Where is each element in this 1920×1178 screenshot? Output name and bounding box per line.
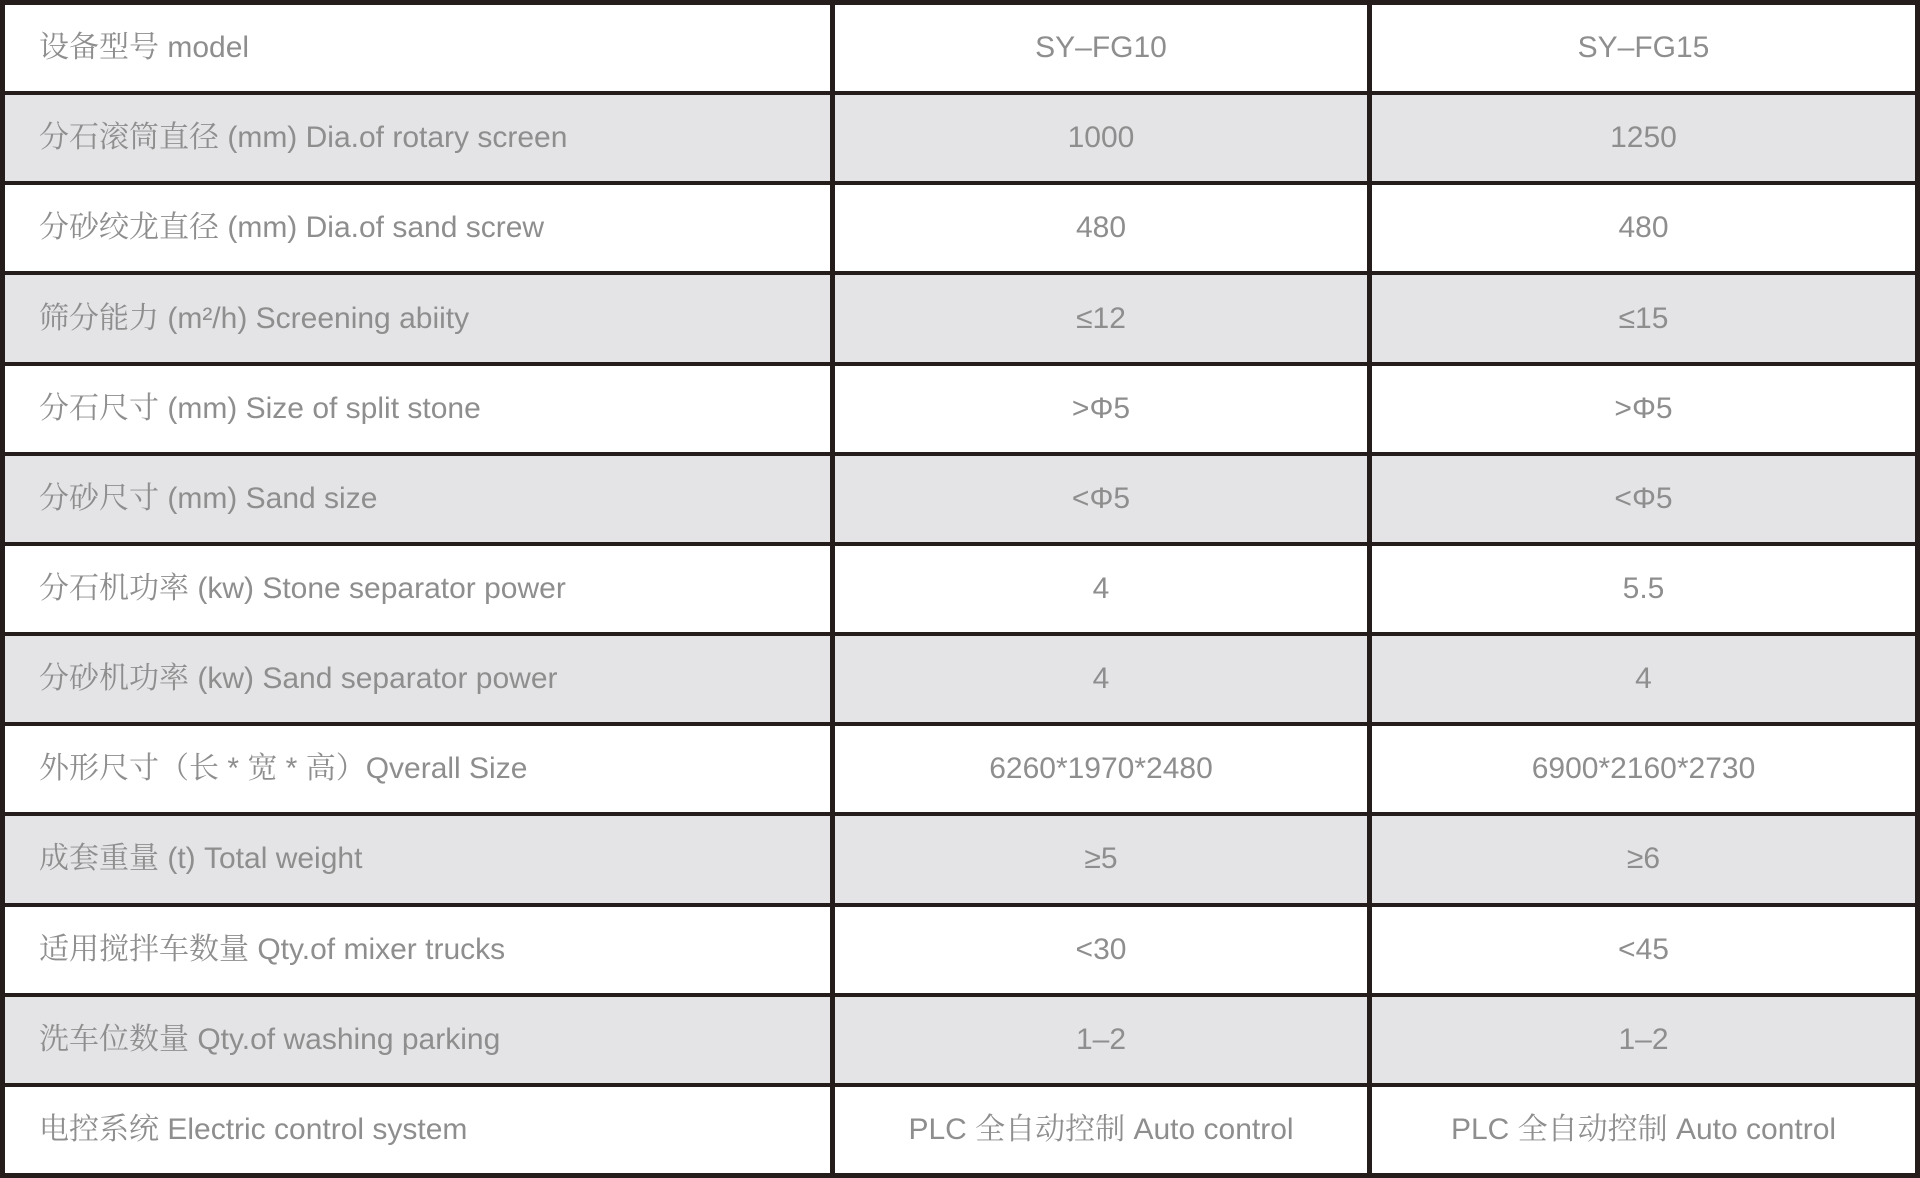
table-row [5,546,1915,636]
spec-value-cell-fg15: ≤15 [1618,301,1669,335]
spec-value-cell-fg10: 6260*1970*2480 [835,726,1372,812]
table-row [5,636,1915,726]
spec-value-cell-fg15: >Φ5 [1614,391,1673,425]
spec-value-cell-fg15: 480 [1618,211,1669,245]
spec-value-cell-fg10: 4 [835,546,1372,632]
spec-value-cell-fg10: 4 [835,636,1372,722]
spec-value-cell-fg15: ≥6 [1626,842,1661,876]
table-row [5,95,1915,185]
spec-label-cell: 分石尺寸 (mm) Size of split stone [5,366,835,452]
spec-label-cell: 成套重量 (t) Total weight [5,816,835,902]
spec-value-cell-fg15: 1250 [1610,121,1677,155]
spec-value-cell-fg10: <Φ5 [835,456,1372,542]
table-row [5,997,1915,1087]
spec-value-cell-fg10: ≤12 [835,275,1372,361]
spec-value-cell-fg15: PLC 全自动控制 Auto control [1450,1112,1837,1146]
spec-value-cell-fg10: PLC 全自动控制 Auto control [835,1087,1372,1173]
spec-label-cell: 分砂尺寸 (mm) Sand size [5,456,835,542]
table-row [5,726,1915,816]
spec-value-cell-fg10: 480 [835,185,1372,271]
spec-value-cell-fg10: >Φ5 [835,366,1372,452]
table-row [5,816,1915,906]
spec-label-cell: 分石机功率 (kw) Stone separator power [5,546,835,632]
spec-value-cell-fg10: <30 [835,907,1372,993]
spec-label-cell: 分砂绞龙直径 (mm) Dia.of sand screw [5,185,835,271]
table-row [5,366,1915,456]
spec-label-cell: 筛分能力 (m²/h) Screening abiity [5,275,835,361]
spec-label-cell: 分石滚筒直径 (mm) Dia.of rotary screen [5,95,835,181]
table-header-row [5,5,1915,95]
spec-value-cell-fg15: <45 [1618,932,1669,966]
spec-value-cell-fg10: 1000 [835,95,1372,181]
table-row [5,275,1915,365]
spec-value-cell-fg10: ≥5 [835,816,1372,902]
spec-value-cell-fg15: <Φ5 [1614,481,1673,515]
spec-label-cell: 电控系统 Electric control system [5,1087,835,1173]
table-row [5,907,1915,997]
spec-label-cell: 洗车位数量 Qty.of washing parking [5,997,835,1083]
spec-label-cell: 外形尺寸（长 * 宽 * 高）Qverall Size [5,726,835,812]
spec-label-cell: 适用搅拌车数量 Qty.of mixer trucks [5,907,835,993]
spec-value-cell-fg10: 1–2 [835,997,1372,1083]
spec-value-cell-fg15: 6900*2160*2730 [1531,752,1756,786]
model-column-header-fg15: SY–FG15 [1577,31,1710,65]
spec-value-cell-fg15: 1–2 [1618,1022,1669,1056]
header-label-cell: 设备型号 model [5,5,835,91]
model-column-header-fg10: SY–FG10 [835,5,1372,91]
table-row [5,1087,1915,1173]
table-row [5,456,1915,546]
table-row [5,185,1915,275]
spec-value-cell-fg15: 4 [1635,662,1652,696]
spec-value-cell-fg15: 5.5 [1622,572,1665,606]
spec-label-cell: 分砂机功率 (kw) Sand separator power [5,636,835,722]
